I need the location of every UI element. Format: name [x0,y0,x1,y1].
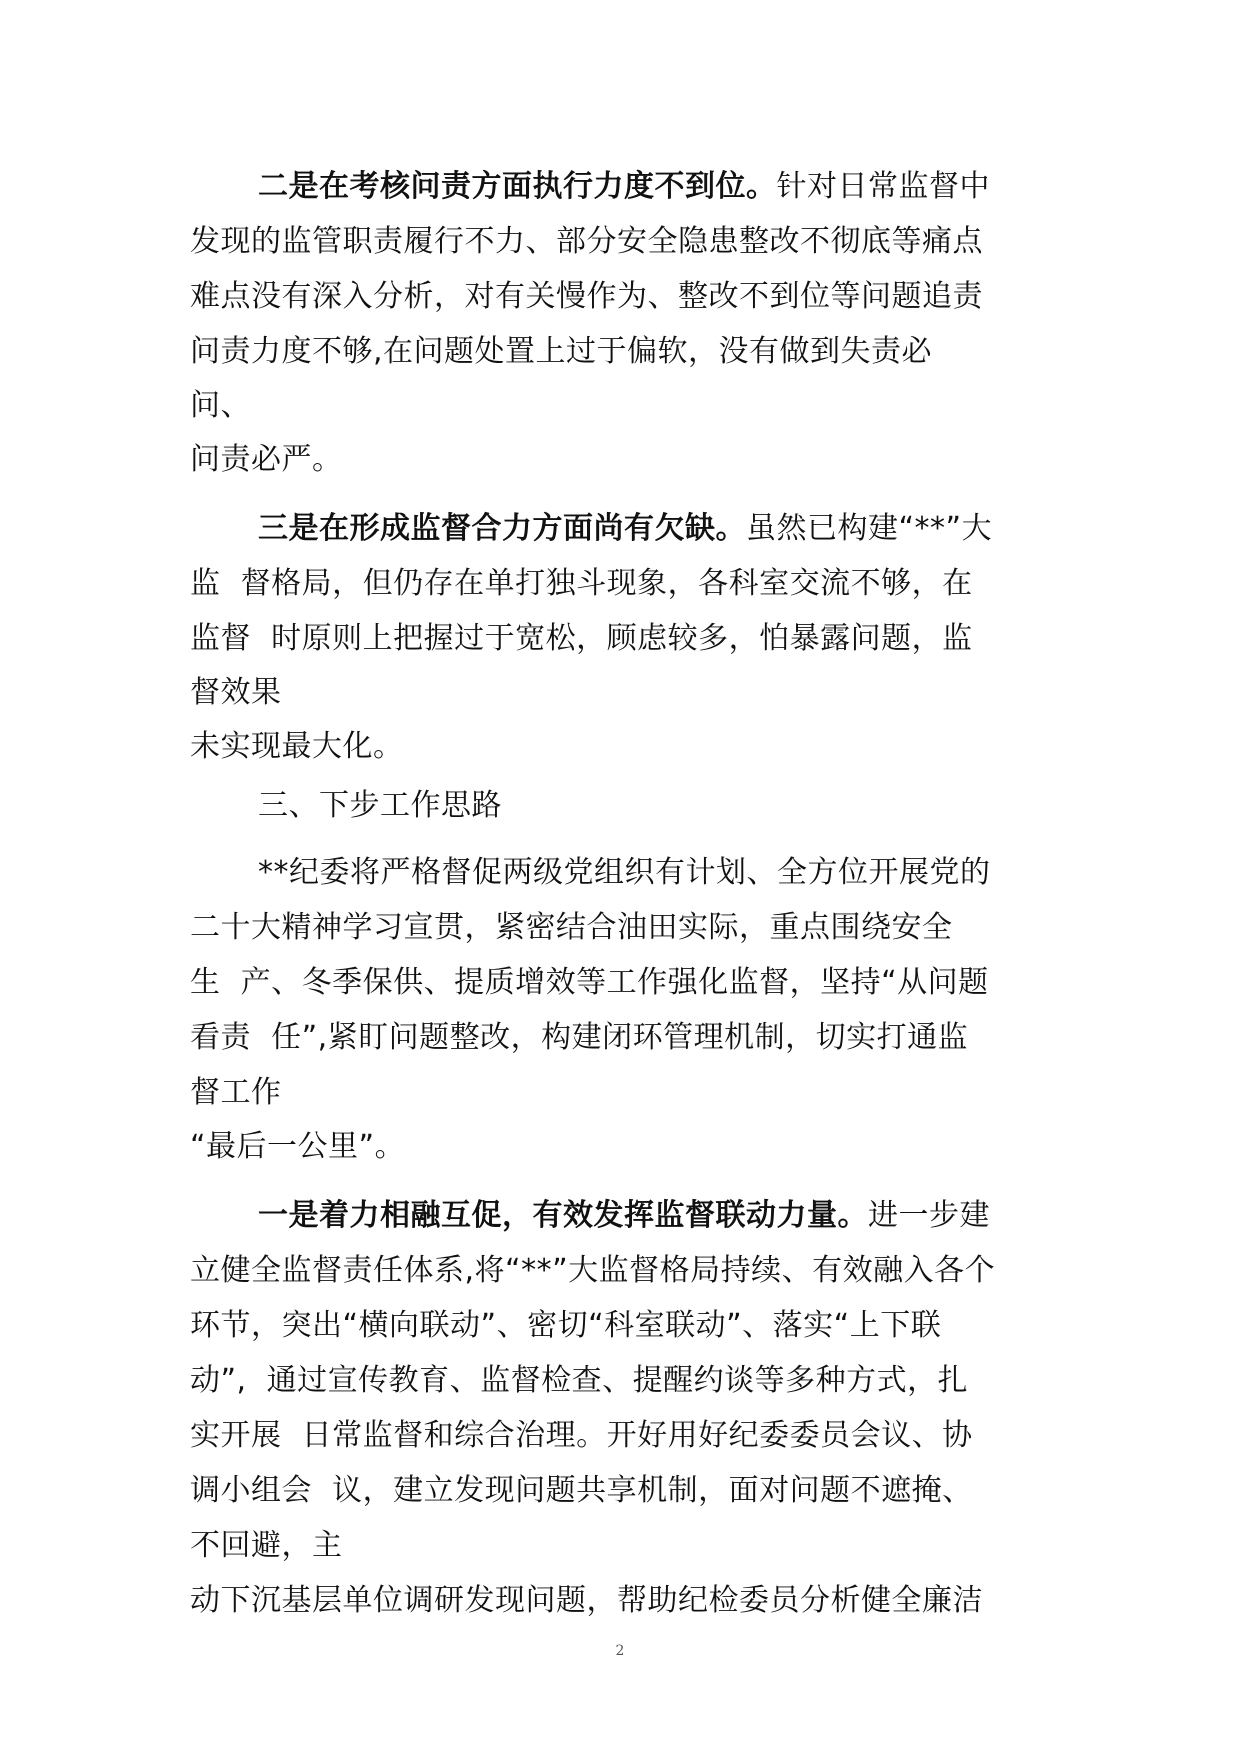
paragraph-line: 不回避，主 [190,1528,343,1563]
paragraph-line: 问、 [190,388,251,423]
paragraph-line: 动下沉基层单位调研发现问题，帮助纪检委员分析健全廉洁 [190,1583,983,1618]
paragraph-line: 生 产、冬季保供、提质增效等工作强化监督，坚持“从问题 [190,965,989,1000]
paragraph-line: 看责 任”,紧盯问题整改，构建闭环管理机制，切实打通监 [190,1020,969,1055]
paragraph-line: “最后一公里”。 [190,1129,406,1164]
paragraph-line: 问责力度不够,在问题处置上过于偏软，没有做到失责必 [190,334,933,369]
line-text: 进一步建 [868,1198,990,1233]
paragraph-line: 实开展 日常监督和综合治理。开好用好纪委委员会议、协 [190,1418,973,1453]
paragraph-line: 难点没有深入分析，对有关慢作为、整改不到位等问题追责 [190,279,983,314]
paragraph-line [258,167,990,207]
paragraph-line: 督效果 [190,675,282,710]
paragraph-heading: 一是着力相融互促，有效发挥监督联动力量。 [258,1198,868,1233]
line-text: 针对日常监督中 [776,169,990,204]
paragraph-line: 环节，突出“横向联动”、密切“科室联动”、落实“上下联 [190,1308,942,1343]
paragraph-line: 监 督格局，但仍存在单打独斗现象，各科室交流不够，在 [190,566,973,601]
paragraph-line: **纪委将严格督促两级党组织有计划、全方位开展党的 [258,855,991,890]
page-number: 2 [615,1643,625,1659]
paragraph-line: 问责必严。 [190,442,343,477]
paragraph-line: 发现的监管职责履行不力、部分安全隐患整改不彻底等痛点 [190,224,983,259]
line-text: 虽然已构建“**”大 [746,511,993,546]
paragraph-line [258,1196,990,1236]
paragraph-heading: 二是在考核问责方面执行力度不到位。 [258,169,777,204]
paragraph-line: 未实现最大化。 [190,729,404,764]
paragraph-line: 督工作 [190,1075,282,1110]
paragraph-line: 调小组会 议，建立发现问题共享机制，面对问题不遮掩、 [190,1473,973,1508]
paragraph-line: 立健全监督责任体系,将“**”大监督格局持续、有效融入各个 [190,1253,996,1288]
paragraph-line: 动”, 通过宣传教育、监督检查、提醒约谈等多种方式，扎 [190,1363,969,1398]
paragraph-line: 二十大精神学习宣贯，紧密结合油田实际，重点围绕安全 [190,910,953,945]
paragraph-line [258,509,992,549]
paragraph-line: 监督 时原则上把握过于宽松，顾虑较多，怕暴露问题，监 [190,621,973,656]
paragraph-heading: 三是在形成监督合力方面尚有欠缺。 [258,511,746,546]
section-heading: 三、下步工作思路 [258,788,502,823]
